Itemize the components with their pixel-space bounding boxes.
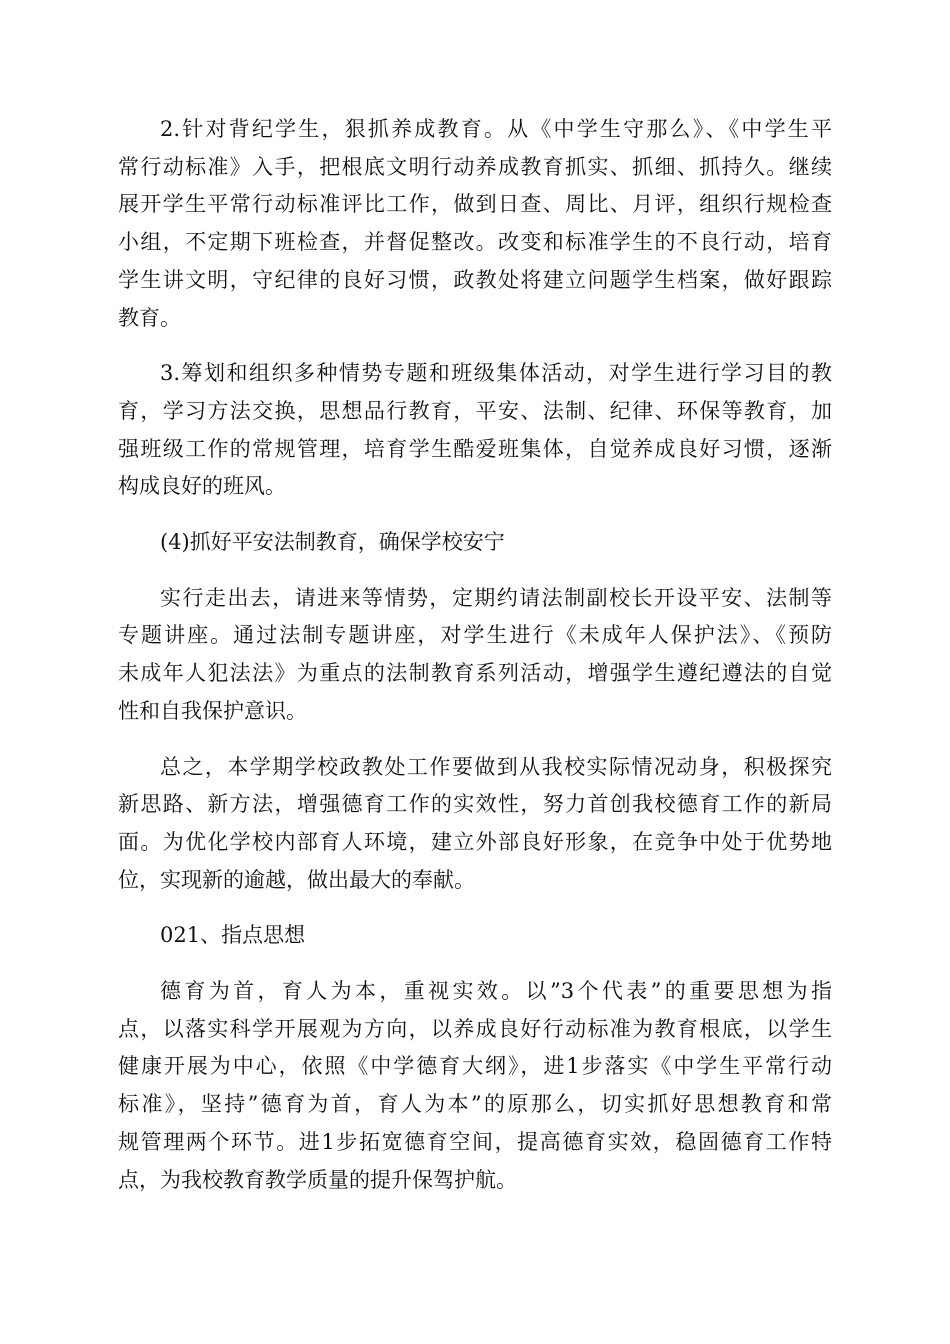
paragraph-legal-lectures — [118, 580, 832, 731]
text-line: 小组，不定期下班检查，并督促整改。改变和标准学生的不良行动，培育 — [118, 230, 832, 255]
text-line: 健康开展为中心，依照《中学德育大纲》，进1步落实《中学生平常行动 — [118, 1054, 832, 1079]
text-line: 教育。 — [118, 305, 181, 330]
text-line: 2.针对背纪学生，狠抓养成教育。从《中学生守那么》、《中学生平 — [160, 117, 832, 141]
text-line: 常行动标准》入手，把根底文明行动养成教育抓实、抓细、抓持久。继续 — [118, 154, 832, 179]
section-heading-safety-legal-education — [118, 524, 832, 562]
paragraph-guiding-thought — [118, 973, 832, 1199]
text-line: 点，以落实科学开展观为方向，以养成良好行动标准为教育根底，以学生 — [118, 1016, 832, 1041]
text-line: 德育为首，育人为本，重视实效。以”3个代表”的重要思想为指 — [160, 979, 832, 1004]
text-line: 规管理两个环节。进1步拓宽德育空间，提高德育实效，稳固德育工作特 — [118, 1129, 832, 1154]
section-heading-guiding-thought — [118, 917, 832, 955]
text-line: 展开学生平常行动标准评比工作，做到日查、周比、月评，组织行规检查 — [118, 192, 832, 217]
text-line: 强班级工作的常规管理，培育学生酷爱班集体，自觉养成良好习惯，逐渐 — [118, 436, 832, 461]
text-line: 点，为我校教育教学质量的提升保驾护航。 — [118, 1167, 517, 1192]
text-line: 育，学习方法交换，思想品行教育，平安、法制、纪律、环保等教育，加 — [118, 398, 832, 423]
section-heading-text: (4)抓好平安法制教育，确保学校安宁 — [160, 530, 505, 555]
paragraph-summary — [118, 749, 832, 900]
section-heading-text: 021、指点思想 — [160, 923, 306, 948]
text-line: 3.筹划和组织多种情势专题和班级集体活动，对学生进行学习目的教 — [160, 361, 832, 386]
paragraph-item-3-activities — [118, 355, 832, 506]
text-line: 构成良好的班风。 — [118, 474, 286, 499]
text-line: 实行走出去，请进来等情势，定期约请法制副校长开设平安、法制等 — [160, 585, 832, 610]
text-line: 总之，本学期学校政教处工作要做到从我校实际情况动身，积极探究 — [160, 754, 832, 779]
text-line: 标准》，坚持”德育为首，育人为本”的原那么，切实抓好思想教育和常 — [118, 1092, 832, 1117]
text-line: 位，实现新的逾越，做出最大的奉献。 — [118, 867, 475, 892]
text-line: 未成年人犯法法》为重点的法制教育系列活动，增强学生遵纪遵法的自觉 — [118, 661, 832, 686]
text-line: 面。为优化学校内部育人环境，建立外部良好形象，在竞争中处于优势地 — [118, 829, 832, 854]
text-line: 新思路、新方法，增强德育工作的实效性，努力首创我校德育工作的新局 — [118, 792, 832, 817]
text-line: 性和自我保护意识。 — [118, 698, 307, 723]
text-line: 学生讲文明，守纪律的良好习惯，政教处将建立问题学生档案，做好跟踪 — [118, 267, 832, 292]
document-body — [118, 111, 832, 1217]
text-line: 专题讲座。通过法制专题讲座，对学生进行《未成年人保护法》、《预防 — [118, 623, 832, 648]
paragraph-item-2-discipline — [118, 111, 832, 337]
